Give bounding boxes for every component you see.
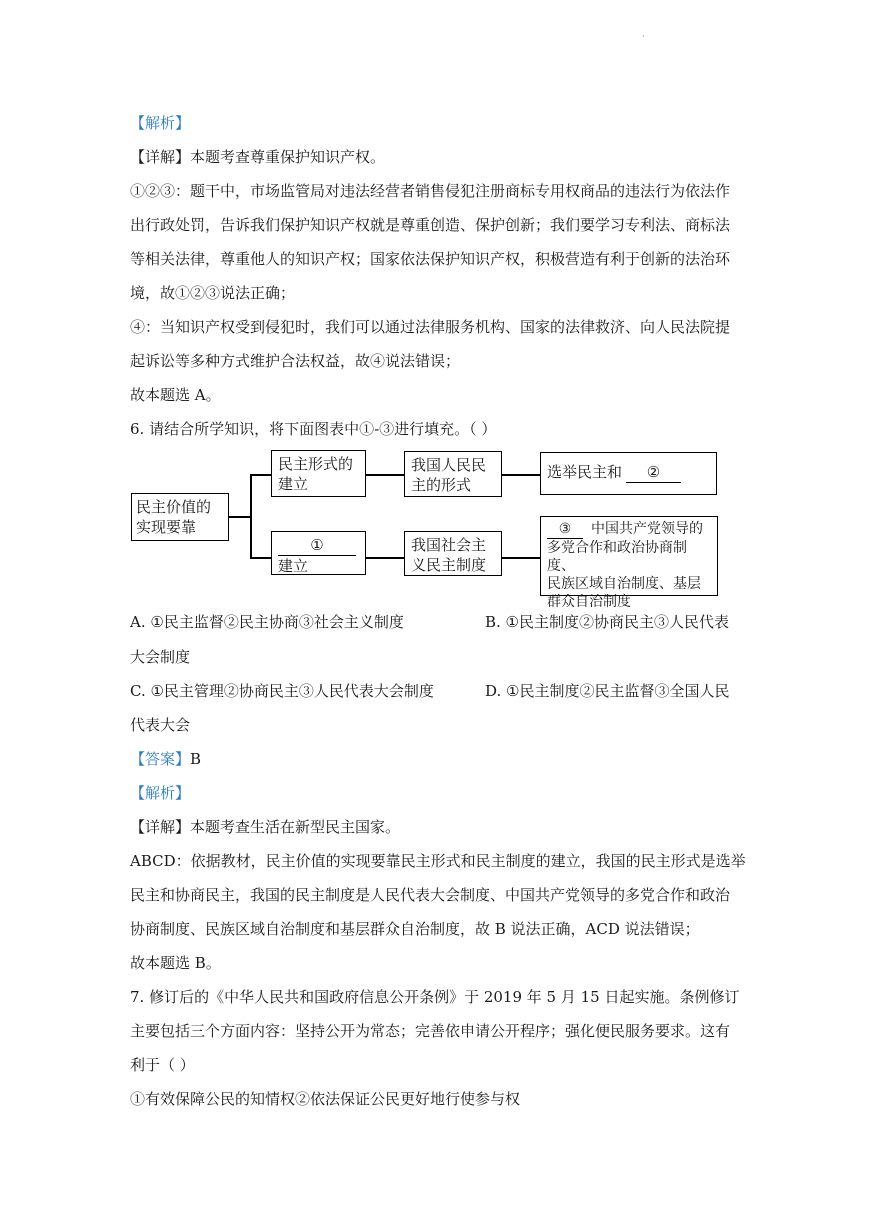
connector — [250, 474, 272, 476]
body-line: ④：当知识产权受到侵犯时，我们可以通过法律服务机构、国家的法律救济、向人民法院提 — [130, 318, 731, 336]
root-line-2: 实现要靠 — [136, 518, 197, 536]
analysis-heading-2: 【解析】 — [130, 784, 191, 802]
connector — [366, 474, 404, 476]
detail-text-2: 【详解】本题考查生活在新型民主国家。 — [130, 818, 401, 836]
form-line-1: 民主形式的 — [278, 455, 354, 473]
body-line: 故本题选 A。 — [130, 386, 221, 404]
option-b-cont: 大会制度 — [130, 648, 191, 666]
root-box — [131, 493, 229, 541]
blank-1: ① — [278, 535, 356, 556]
connector — [250, 474, 252, 558]
connector — [502, 474, 540, 476]
institutions-line-2: 多党合作和政治协商制度、 — [547, 540, 687, 574]
option-b: B. ①民主制度②协商民主③人民代表 — [485, 613, 730, 631]
institutions-line-4: 群众自治制度 — [547, 594, 631, 610]
institutions-line-1: 中国共产党领导的 — [591, 521, 703, 537]
institutions-line-3: 民族区域自治制度、基层 — [547, 576, 701, 592]
option-c: C. ①民主管理②协商民主③人民代表大会制度 — [130, 682, 434, 700]
socialist-line-1: 我国社会主 — [411, 536, 487, 554]
body-line: 起诉讼等多种方式维护合法权益，故④说法错误； — [130, 352, 461, 370]
page-dot: · — [642, 32, 645, 41]
question-7-line-2: 主要包括三个方面内容：坚持公开为常态；完善依申请公开程序；强化便民服务要求。这有 — [130, 1022, 731, 1040]
body-line: 民主和协商民主，我国的民主制度是人民代表大会制度、中国共产党领导的多党合作和政治 — [130, 886, 731, 904]
option-d: D. ①民主制度②民主监督③全国人民 — [485, 682, 730, 700]
election-prefix: 选举民主和 — [547, 463, 623, 481]
connector — [502, 557, 540, 559]
socialist-line-2: 义民主制度 — [411, 556, 487, 574]
connector — [366, 557, 404, 559]
analysis-heading: 【解析】 — [130, 114, 191, 132]
form-line-2: 建立 — [278, 475, 309, 493]
institutions-box — [540, 516, 718, 610]
answer-tag: 【答案】 — [130, 750, 191, 768]
people-line-1: 我国人民民 — [411, 456, 487, 474]
question-7-line-1: 7. 修订后的《中华人民共和国政府信息公开条例》于 2019 年 5 月 15 日起实施。条例修订 — [130, 988, 740, 1006]
body-line: ①②③：题干中，市场监管局对违法经营者销售侵犯注册商标专用权商品的违法行为依法作 — [130, 182, 731, 200]
socialist-democracy-box — [404, 531, 502, 576]
answer — [130, 749, 201, 769]
question-7-line-3: 利于（ ） — [130, 1056, 195, 1074]
body-line: 故本题选 B。 — [130, 954, 221, 972]
people-line-2: 主的形式 — [411, 476, 472, 494]
body-line: 协商制度、民族区域自治制度和基层群众自治制度，故 B 说法正确，ACD 说法错误； — [130, 920, 700, 938]
connector — [229, 516, 251, 518]
connector — [250, 557, 272, 559]
root-line-1: 民主价值的 — [136, 498, 212, 516]
system-line-2: 建立 — [278, 557, 309, 575]
blank-3: ③ — [547, 520, 583, 539]
answer-value: B — [190, 750, 202, 768]
form-box — [271, 450, 366, 497]
body-line: 出行政处罚，告诉我们保护知识产权就是尊重创造、保护创新；我们要学习专利法、商标法 — [130, 216, 731, 234]
people-democracy-box — [404, 451, 502, 497]
detail-text: 【详解】本题考查尊重保护知识产权。 — [130, 148, 386, 166]
option-d-cont: 代表大会 — [130, 716, 191, 734]
system-box — [271, 531, 366, 575]
election-box — [540, 452, 717, 495]
body-line: 境，故①②③说法正确； — [130, 284, 296, 302]
question-7-line-4: ①有效保障公民的知情权②依法保证公民更好地行使参与权 — [130, 1090, 521, 1108]
blank-2: ② — [626, 462, 681, 483]
body-line: 等相关法律，尊重他人的知识产权；国家依法保护知识产权，积极营造有利于创新的法治环 — [130, 250, 731, 268]
question-6: 6. 请结合所学知识，将下面图表中①-③进行填充。（ ） — [130, 420, 497, 438]
option-a: A. ①民主监督②民主协商③社会主义制度 — [130, 613, 404, 631]
body-line: ABCD：依据教材，民主价值的实现要靠民主形式和民主制度的建立，我国的民主形式是选举 — [130, 852, 746, 870]
